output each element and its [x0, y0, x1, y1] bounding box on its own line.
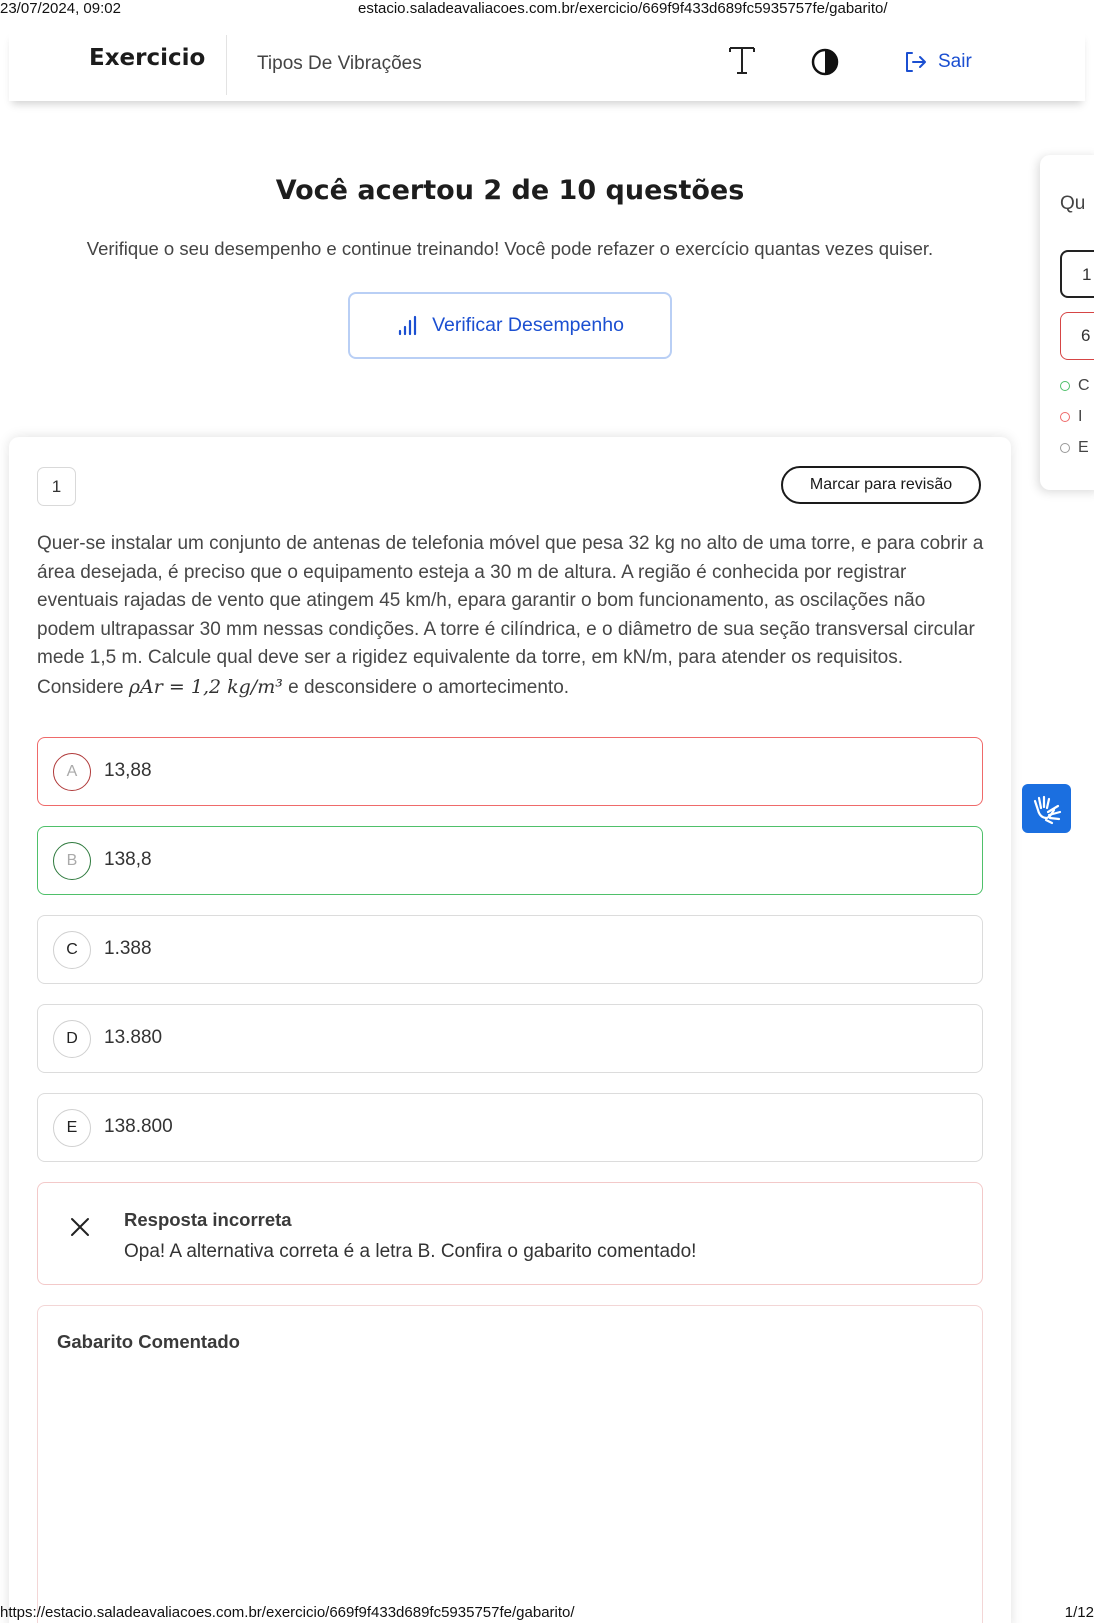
brand-title: Exercicio [89, 45, 206, 71]
option-letter: C [53, 931, 91, 969]
answer-key-title: Gabarito Comentado [57, 1331, 240, 1352]
verify-performance-button[interactable] [348, 292, 672, 359]
navigator-title: Qu [1060, 193, 1086, 214]
option-value: 13,88 [104, 760, 152, 781]
option-a[interactable] [37, 737, 983, 806]
result-subtitle: Verifique o seu desempenho e continue treinando! Você pode refazer o exercício quantas vezes quiser. [86, 238, 934, 259]
legend-label: E [1078, 439, 1089, 456]
option-letter: D [53, 1020, 91, 1058]
legend-label: I [1078, 408, 1083, 425]
option-value: 13.880 [104, 1027, 163, 1048]
legend-dot-icon [1060, 412, 1070, 422]
option-e[interactable] [37, 1093, 983, 1162]
legend-blank [1060, 439, 1089, 457]
option-letter: A [53, 753, 91, 791]
logout-label: Sair [938, 51, 972, 72]
question-text-end: e desconsidere o amortecimento. [282, 676, 570, 698]
legend-label: C [1078, 377, 1090, 394]
close-icon [69, 1216, 91, 1238]
verify-performance-label: Verificar Desempenho [432, 314, 624, 336]
logout-button[interactable] [902, 45, 972, 79]
answer-key-commented [37, 1305, 983, 1623]
option-c[interactable] [37, 915, 983, 984]
legend-dot-icon [1060, 381, 1070, 391]
feedback-title: Resposta incorreta [124, 1209, 292, 1230]
mark-for-review-button[interactable]: Marcar para revisão [781, 466, 981, 504]
legend-dot-icon [1060, 443, 1070, 453]
legend-correct [1060, 377, 1090, 395]
question-number: 1 [37, 467, 76, 506]
question-navigator-panel [1040, 155, 1094, 490]
logout-icon [902, 49, 928, 75]
option-b[interactable] [37, 826, 983, 895]
option-value: 138,8 [104, 849, 152, 870]
answer-feedback [37, 1182, 983, 1285]
print-footer-url: https://estacio.saladeavaliacoes.com.br/exercicio/669f9f433d689fc5935757fe/gabarito/ [0, 1604, 575, 1621]
question-card [9, 437, 1011, 1623]
print-url: estacio.saladeavaliacoes.com.br/exercicio/669f9f433d689fc5935757fe/gabarito/ [358, 0, 888, 17]
result-title: Você acertou 2 de 10 questões [275, 175, 745, 206]
navigator-question-1[interactable]: 1 [1060, 250, 1094, 298]
option-letter: E [53, 1109, 91, 1147]
option-value: 1.388 [104, 938, 152, 959]
legend-incorrect [1060, 408, 1082, 426]
question-statement [37, 530, 987, 702]
question-text: Quer-se instalar um conjunto de antenas de telefonia móvel que pesa 32 kg no alto de uma torre, e para cobrir a área desejada, é preciso que o equipamento esteja a 30 m de altura. A região é conhecida por registrar eventuais rajadas de vento que atingem 45 km/h, epara garantir o bom funcionamento, as oscilações não podem ultrapassar 30 mm nessas condições. A torre é cilíndrica, e o diâmetro de sua seção transversal circular mede 1,5 m. Calcule qual deve ser a rigidez equivalente da torre, em kN/m, para atender os requisitos. Considere [37, 533, 984, 698]
sign-language-hands-icon [1030, 792, 1064, 826]
option-d[interactable] [37, 1004, 983, 1073]
bar-chart-icon [396, 315, 418, 337]
print-page-number: 1/12 [1064, 1604, 1094, 1621]
question-formula: ρAr = 1,2 kg/m³ [128, 675, 283, 698]
print-header [0, 0, 1094, 18]
print-footer [0, 1604, 1094, 1623]
contrast-icon[interactable] [810, 47, 840, 77]
print-datetime: 23/07/2024, 09:02 [0, 0, 121, 17]
option-letter: B [53, 842, 91, 880]
font-size-icon[interactable] [727, 43, 757, 77]
top-navbar [9, 31, 1085, 101]
navigator-question-6[interactable]: 6 [1060, 312, 1094, 360]
sign-language-button[interactable] [1022, 784, 1071, 833]
feedback-message: Opa! A alternativa correta é a letra B. Confira o gabarito comentado! [124, 1241, 697, 1262]
navbar-divider [226, 35, 227, 95]
option-value: 138.800 [104, 1116, 173, 1137]
subject-title: Tipos De Vibrações [257, 53, 422, 74]
